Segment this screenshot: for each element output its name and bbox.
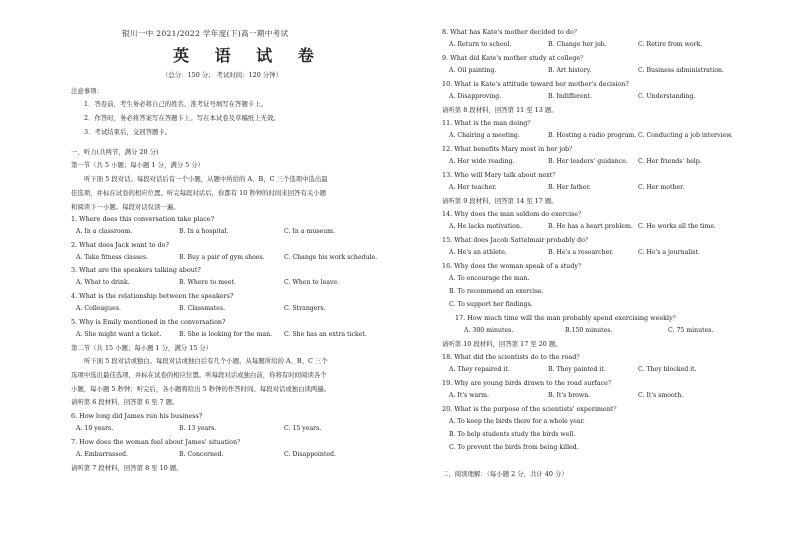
option-b: B. It's brown. [548,392,591,399]
option-b: B. Indifferent. [548,93,592,100]
option-a: A. Embarrassed. [76,451,128,458]
option-a: A. Return to school. [449,41,512,48]
section-heading: 第一节（共 5 小题；每小题 1 分，满分 5 分） [71,161,205,169]
option-c: C. In a museum. [284,228,336,235]
part-heading: 一、听力(共两节，满分 20 分) [71,148,159,156]
notice-item: 3．考试结束后，交回答题卡。 [84,128,172,136]
option-b: B. Her father. [548,184,591,191]
exam-title: 英 语 试 卷 [173,46,324,65]
option-a: A. Oil painting. [449,67,497,74]
option-a: A. Disapproving. [449,93,502,100]
option-c: C. To support her findings. [449,301,533,308]
option-c: C. Understanding. [638,93,696,100]
option-a: A. Take fitness classes. [76,254,148,261]
option-a: A. Colleagues. [76,305,121,312]
option-b: B. Her leaders' guidance. [548,158,628,165]
option-b: B. They painted it. [548,366,606,373]
option-c: C. 15 years. [284,425,322,432]
option-a: A. She might want a ticket. [76,331,162,338]
question-text: 11. What is the man doing？ [442,119,534,127]
instruction-line: 选项中选出最佳选项，并标在试卷的相应位置。听每段对话或独白前，你将有时间阅读各个 [71,371,327,379]
play-instruction: 请听第 10 段材料，回答第 17 至 20 题。 [442,340,562,348]
play-instruction: 请听第 8 段材料，回答第 11 至 13 题。 [442,106,558,114]
option-c: C. He works all the time. [638,223,717,230]
question-text: 16. Why does the woman speak of a study？ [442,262,585,270]
question-text: 19. Why are young birds drawn to the road surface？ [442,379,615,387]
question-text: 7. How does the woman feel about James' situation？ [71,438,244,446]
question-text: 3. What are the speakers talking about? [71,266,201,274]
option-b: B. To help students study the birds well. [449,431,576,438]
option-b: B. Concerned. [179,451,224,458]
question-text: 17. How much time will the man probably spend exercising weekly？ [455,314,680,322]
option-b: B. Hosting a radio program. [548,132,637,139]
notice-heading: 注意事项： [71,87,103,95]
question-text: 9. What did Kate's mother study at college？ [442,54,587,62]
option-c: C. Disappointed. [284,451,336,458]
option-a: A. 10 years. [76,425,114,432]
option-c: C. Conducting a job interview. [638,132,733,139]
option-a: A. What to drink. [76,279,130,286]
question-text: 8. What has Kate's mother decided to do？ [442,28,581,36]
option-a: A. Chairing a meeting. [449,132,520,139]
option-b: B. Change her job. [548,41,607,48]
question-text: 13. Who will Mary talk about next？ [442,171,559,179]
play-instruction: 请听第 7 段材料，回答第 8 至 10 题。 [71,464,183,472]
question-text: 6. How long did James run his business? [71,412,203,420]
option-b: B. Where to meet. [179,279,236,286]
option-c: C. When to leave. [284,279,340,286]
option-a: A. To encourage the man. [449,275,530,282]
option-b: B. In a hospital. [179,228,229,235]
option-b: B. Classmates. [179,305,226,312]
play-instruction: 请听第 9 段材料，回答第 14 至 17 题。 [442,197,558,205]
question-text: 4. What is the relationship between the speakers? [71,292,234,300]
instruction-line: 听下面 5 段对话或独白。每段对话或独白后有几个小题，从每题所给的 A、B、C 三个 [84,357,328,365]
option-c: C. 75 minutes. [668,327,714,334]
option-a: A. To keep the birds there for a whole year. [449,418,585,425]
option-a: A. He's an athlete. [449,249,507,256]
option-c: C. He's a journalist. [638,249,700,256]
instruction-line: 小题，每小题 5 秒钟；听完后，各小题将给出 5 秒钟的作答时间。每段对话或独白读两遍。 [71,385,331,393]
notice-item: 2．作答时，务必将答案写在答题卡上。写在本试卷及草稿纸上无效。 [84,114,280,122]
exam-subtitle: （总分：150 分； 考试时间：120 分钟） [162,71,282,79]
option-b: B. He's a researcher. [548,249,614,256]
option-c: C. Business administration. [638,67,725,74]
instruction-line: 佳选项，并标在试卷的相应位置。听完每段对话后，你都有 10 秒钟的时间来回答有关小题 [71,189,327,197]
question-text: 10. What is Kate's attitude toward her mother's decision? [442,80,629,88]
option-b: B. He has a heart problem. [548,223,633,230]
option-b: B. To recommend an exercise. [449,288,544,295]
option-c: C. Her friends' help. [638,158,702,165]
option-a: A. In a classroom. [76,228,133,235]
option-b: B. 13 years. [179,425,217,432]
option-a: A. He lacks motivation. [449,223,522,230]
option-a: A. Her wide reading. [449,158,515,165]
option-c: C. She has an extra ticket. [284,331,367,338]
notice-item: 1．答卷前，考生务必将自己的姓名、准考证号填写在答题卡上。 [84,100,268,108]
part-heading: 二、阅读理解：（每小题 2 分，共计 40 分） [442,470,568,478]
option-c: C. They blocked it. [638,366,697,373]
option-c: C. Change his work schedule. [284,254,378,261]
question-text: 15. What does Jacob Sattelmair probably do？ [442,236,592,244]
option-a: A. They repaired it. [449,366,510,373]
play-instruction: 请听第 6 段材料，回答第 6 至 7 题。 [71,398,179,406]
instruction-line: 和阅读下一小题。每段对话仅读一遍。 [71,203,180,211]
option-b: B. Buy a pair of gym shoes. [179,254,265,261]
option-c: C. It's smooth. [638,392,684,399]
school-line: 银川一中 2021/2022 学年度(下)高一期中考试 [122,29,289,38]
option-a: A. 300 minutes. [464,327,514,334]
question-text: 1. Where does this conversation take place? [71,215,215,223]
option-b: B. Art history. [548,67,592,74]
option-b: B.150 minutes. [565,327,613,334]
option-b: B. She is looking for the man. [179,331,273,338]
question-text: 18. What did the scientists do to the road？ [442,353,583,361]
section-heading: 第二节（共 15 小题；每小题 1 分，满分 15 分） [71,344,213,352]
option-c: C. To prevent the birds from being killed. [449,444,579,451]
option-c: C. Strangers. [284,305,326,312]
option-a: A. Her teacher. [449,184,497,191]
option-c: C. Her mother. [638,184,685,191]
question-text: 20. What is the purpose of the scientists' experiment？ [442,405,620,413]
question-text: 14. Why does the man seldom do exercise？ [442,210,585,218]
option-a: A. It's warm. [449,392,489,399]
question-text: 5. Why is Emily mentioned in the conversation? [71,318,226,326]
instruction-line: 听下面 5 段对话。每段对话后有一个小题，从题中所给的 A、B、C 三个选项中选出最 [84,175,328,183]
question-text: 12. What benefits Mary most in her job？ [442,145,576,153]
question-text: 2. What does Jack want to do? [71,241,169,249]
option-c: C. Retire from work. [638,41,703,48]
